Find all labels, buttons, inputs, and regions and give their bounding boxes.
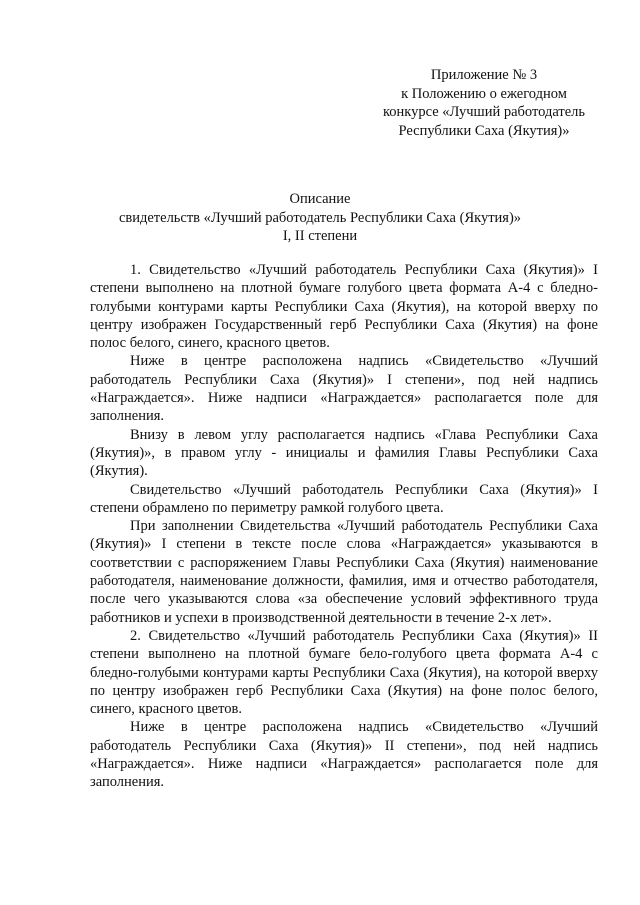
appendix-republic-line: Республики Саха (Якутия)» (398, 122, 570, 139)
appendix-contest-line: конкурсе «Лучший работодатель (382, 104, 586, 120)
document-subtitle: свидетельств «Лучший работодатель Республики Саха (Якутия)» (118, 209, 522, 226)
paragraph-1-first-degree-description: 1. Свидетельство «Лучший работодатель Республики Саха (Якутия)» I степени выполнено на плотной бумаге голубого цвета формата А-4 с бледно-голубыми контурами карты Республики Саха (Якутия), на которой вверху по центру изображен Государственный герб Республики Саха (Якутия) на фоне полос белого, синего, красного цветов. (90, 262, 598, 352)
paragraph-first-degree-filling: При заполнении Свидетельства «Лучший работодатель Республики Саха (Якутия)» I степени в тексте после слова «Награждается» указываются в соответствии с распоряжением Главы Республики Саха (Якутия) наименование работодателя, наименование должности, фамилия, имя и отчество работодателя, после чего указываются слова «за обеспечение условий эффективного труда работников и успехи в производственной деятельности в течение 2-х лет». (90, 518, 598, 626)
document-degrees: I, II степени (282, 228, 358, 244)
paragraph-first-degree-center-text: Ниже в центре расположена надпись «Свидетельство «Лучший работодатель Республики Саха (Якутия)» I степени», под ней надпись «Награждается». Ниже надписи «Награждается» располагается поле для заполнения. (90, 353, 598, 425)
document-body (90, 261, 598, 792)
document-title: Описание (289, 191, 351, 207)
paragraph-second-degree-center-text: Ниже в центре расположена надпись «Свидетельство «Лучший работодатель Республики Саха (Якутия)» II степени», под ней надпись «Награждается». Ниже надписи «Награждается» располагается поле для заполнения. (90, 719, 598, 791)
appendix-reference (360, 66, 608, 140)
appendix-regulation-line: к Положению о ежегодном (401, 85, 567, 102)
paragraph-first-degree-bottom-text: Внизу в левом углу располагается надпись «Глава Республики Саха (Якутия)», в правом углу - инициалы и фамилия Главы Республики Саха (Якутия). (90, 426, 598, 480)
document-heading (80, 190, 560, 246)
appendix-number: Приложение № 3 (430, 67, 538, 83)
paragraph-2-second-degree-description: 2. Свидетельство «Лучший работодатель Республики Саха (Якутия)» II степени выполнено на плотной бумаге бело-голубого цвета формата А-4 с бледно-голубыми контурами карты Республики Саха (Якутия), на которой вверху по центру изображен герб Республики Саха (Якутия) на фоне полос белого, синего, красного цветов. (90, 627, 598, 718)
paragraph-first-degree-frame: Свидетельство «Лучший работодатель Республики Саха (Якутия)» I степени обрамлено по периметру рамкой голубого цвета. (90, 481, 598, 516)
